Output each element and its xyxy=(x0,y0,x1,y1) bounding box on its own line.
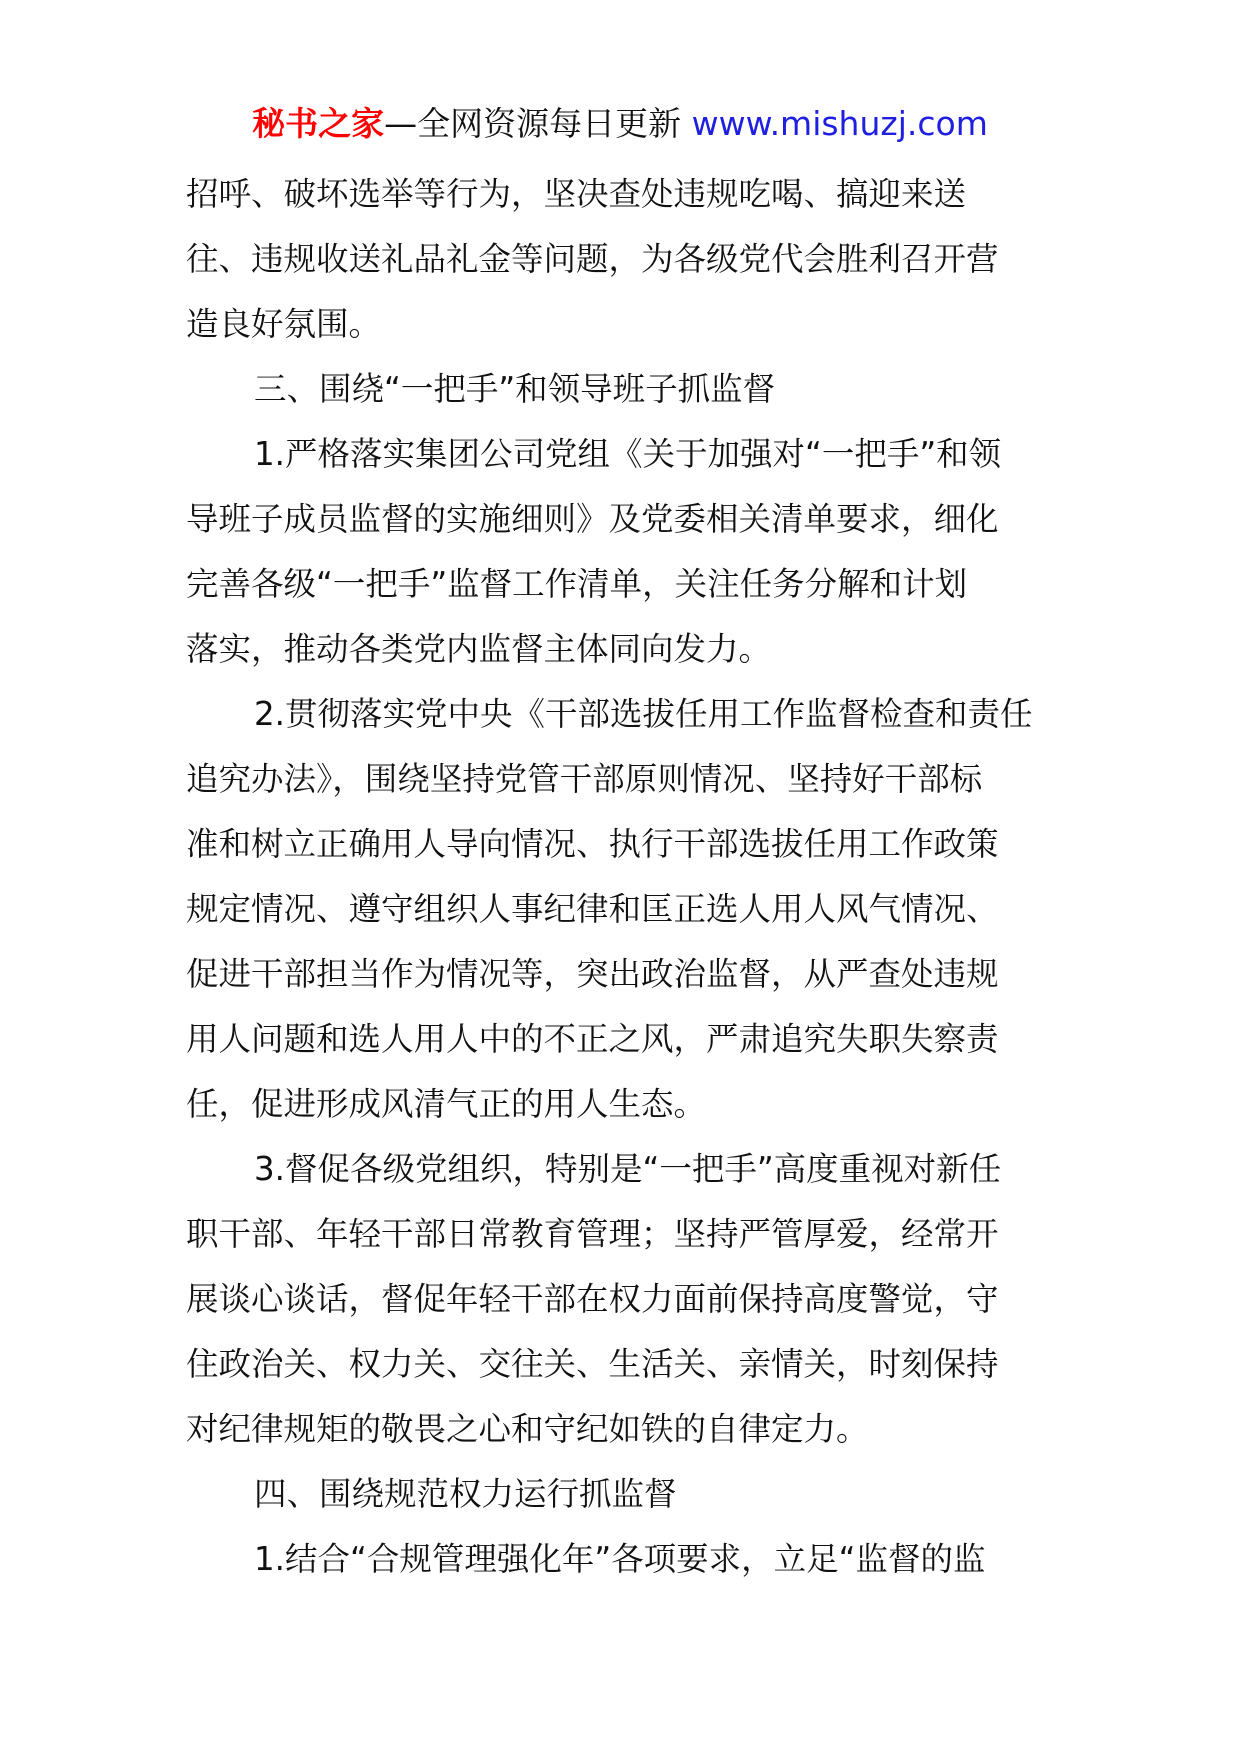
text-line: 展谈心谈话，督促年轻干部在权力面前保持高度警觉，守 xyxy=(186,1280,999,1318)
site-brand-name: 秘书之家 xyxy=(252,104,385,143)
text-line: 住政治关、权力关、交往关、生活关、亲情关，时刻保持 xyxy=(186,1345,999,1383)
section-heading: 三、围绕“一把手”和领导班子抓监督 xyxy=(254,370,776,408)
text-line: 对纪律规矩的敬畏之心和守纪如铁的自律定力。 xyxy=(186,1410,869,1448)
text-line: 追究办法》，围绕坚持党管干部原则情况、坚持好干部标 xyxy=(186,760,983,798)
site-tagline: —全网资源每日更新 xyxy=(384,104,682,143)
paragraph-first-line: 1.结合“合规管理强化年”各项要求，立足“监督的监 xyxy=(254,1540,986,1578)
paragraph-first-line: 3.督促各级党组织，特别是“一把手”高度重视对新任 xyxy=(254,1150,1002,1188)
paragraph-first-line: 2.贯彻落实党中央《干部选拔任用工作监督检查和责任 xyxy=(254,695,1033,733)
site-url-link[interactable]: www.mishuzj.com xyxy=(691,104,988,143)
text-line: 规定情况、遵守组织人事纪律和匡正选人用人风气情况、 xyxy=(186,890,999,928)
text-line: 职干部、年轻干部日常教育管理；坚持严管厚爱，经常开 xyxy=(186,1215,999,1253)
document-body xyxy=(186,162,1060,1592)
text-line: 导班子成员监督的实施细则》及党委相关清单要求，细化 xyxy=(186,500,999,538)
text-line: 造良好氛围。 xyxy=(186,305,382,343)
text-line: 促进干部担当作为情况等，突出政治监督，从严查处违规 xyxy=(186,955,999,993)
text-line: 招呼、破坏选举等行为，坚决查处违规吃喝、搞迎来送 xyxy=(186,175,967,213)
paragraph-first-line: 1.严格落实集团公司党组《关于加强对“一把手”和领 xyxy=(254,435,1002,473)
site-header xyxy=(0,102,1240,146)
text-line: 用人问题和选人用人中的不正之风，严肃追究失职失察责 xyxy=(186,1020,999,1058)
section-heading: 四、围绕规范权力运行抓监督 xyxy=(254,1475,677,1513)
text-line: 往、违规收送礼品礼金等问题，为各级党代会胜利召开营 xyxy=(186,240,999,278)
text-line: 落实，推动各类党内监督主体同向发力。 xyxy=(186,630,772,668)
text-line: 完善各级“一把手”监督工作清单，关注任务分解和计划 xyxy=(186,565,968,603)
text-line: 准和树立正确用人导向情况、执行干部选拔任用工作政策 xyxy=(186,825,999,863)
text-line: 任，促进形成风清气正的用人生态。 xyxy=(186,1085,707,1123)
